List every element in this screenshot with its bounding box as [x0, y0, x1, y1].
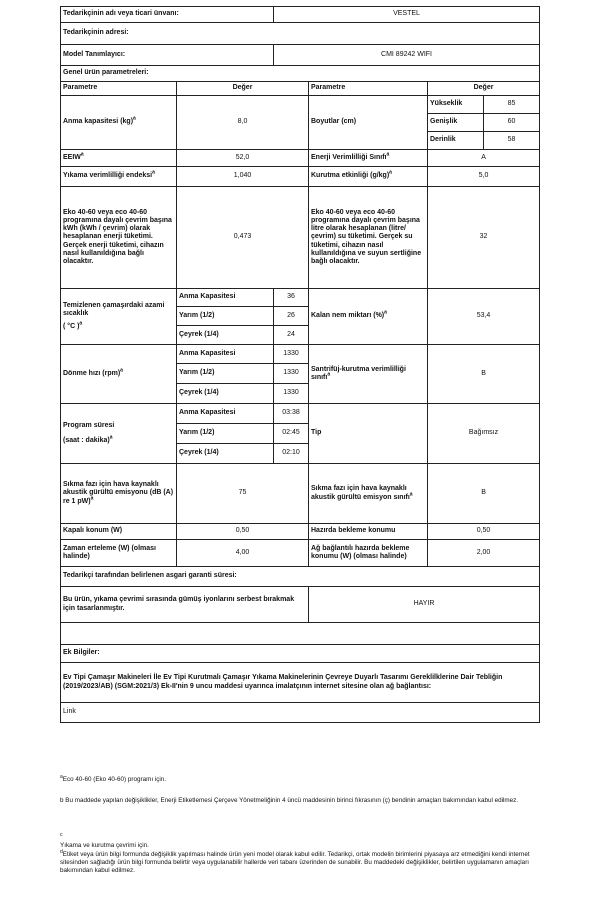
noise-label: Sıkma fazı için hava kaynaklı akustik gürültü emisyonu (dB (A) re 1 pW)$^a$ [61, 464, 177, 524]
energy-class-value: A [428, 150, 540, 167]
supplier-name-label: Tedarikçinin adı veya ticari ünvanı: [61, 7, 274, 23]
temp-half-value: 26 [274, 307, 309, 326]
delay-start-value: 4,00 [177, 540, 309, 567]
silver-ion-value: HAYIR [309, 587, 540, 623]
spec-table [60, 6, 540, 723]
silver-ion-label: Bu ürün, yıkama çevrimi sırasında gümüş iyonlarını serbest bırakmak için tasarlanmıştır. [61, 587, 309, 623]
spin-rated-value: 1330 [274, 345, 309, 364]
footnote-c: $^c$ Yıkama ve kurutma çevrimi için. [60, 831, 149, 849]
warranty-label: Tedarikçi tarafından belirlenen asgari garanti süresi: [61, 567, 540, 587]
spin-class-label: Santrifüj-kurutma verimlilliği sınıfı$^a$ [309, 345, 428, 404]
duration-half-value: 02:45 [274, 424, 309, 444]
water-consumption-value: 32 [428, 187, 540, 289]
temp-half-label: Yarım (1/2) [177, 307, 274, 326]
wash-index-value: 1,040 [177, 167, 309, 187]
temp-rated-label: Anma Kapasitesi [177, 289, 274, 307]
value-header-right: Değer [428, 82, 540, 96]
spin-quarter-value: 1330 [274, 384, 309, 404]
param-header-left: Parametre [61, 82, 177, 96]
footnote-b: b Bu maddede yapılan değişiklikler, Enerji Etiketlemesi Çerçeve Yönetmeliğinin 4 üncü maddesinin birinci fıkrasının (ç) bendinin amaçları bakımından kabul edilmez. [60, 797, 519, 804]
value-header-left: Değer [177, 82, 309, 96]
product-info-sheet [60, 6, 539, 723]
off-mode-value: 0,50 [177, 524, 309, 540]
extra-info-label: Ek Bilgiler: [61, 645, 540, 663]
footnote-a: $^a$Eco 40-60 (Eko 40-60) programı için. [60, 773, 167, 783]
depth-label: Derinlik [428, 132, 484, 150]
energy-class-label: Enerji Verimlilliği Sınıfı$^a$ [309, 150, 428, 167]
spin-half-value: 1330 [274, 364, 309, 384]
moisture-value: 53,4 [428, 289, 540, 345]
duration-rated-value: 03:38 [274, 404, 309, 424]
capacity-value: 8,0 [177, 96, 309, 150]
eeiw-label: EEIW$^a$ [61, 150, 177, 167]
spin-half-label: Yarım (1/2) [177, 364, 274, 384]
product-link[interactable]: Link [61, 703, 540, 723]
network-standby-value: 2,00 [428, 540, 540, 567]
type-label: Tip [309, 404, 428, 464]
max-temperature-label: Temizlenen çamaşırdaki azami sıcaklık ( °C )$^a$ [61, 289, 177, 345]
delay-start-label: Zaman erteleme (W) (olması halinde) [61, 540, 177, 567]
supplier-address-label: Tedarikçinin adresi: [61, 23, 540, 45]
footnote-d: $^d$Etiket veya ürün bilgi formunda değişiklik yapılması halinde ürün yeni model olarak kabul edilir. Tedarikçi, ortak modelin birimlerini piyasaya arz etmediğini kendi internet sitesinden sağladığı ürün bilgi formunda belirtir veya uygulanabilir hallerde veri tabanı üzerinden de sunabilir. Bu maddedeki değişiklikler, belirtilen uygulamanın amaçları bakımından kabul edilmez. [60, 848, 530, 874]
eeiw-value: 52,0 [177, 150, 309, 167]
spin-speed-label: Dönme hızı (rpm)$^a$ [61, 345, 177, 404]
temp-quarter-label: Çeyrek (1/4) [177, 326, 274, 345]
spin-class-value: B [428, 345, 540, 404]
standby-value: 0,50 [428, 524, 540, 540]
drying-efficiency-label: Kurutma etkinliği $(g/kg)^a$ [309, 167, 428, 187]
regulation-text: Ev Tipi Çamaşır Makineleri İle Ev Tipi Kurutmalı Çamaşır Yıkama Makinelerinin Çevreye Duyarlı Tasarımı Gereklilklerine Dair Tebliğin (2019/2023/AB) (SGM:2021/3) Ek-II'nin 9 uncu maddesi uyarınca imalatçının internet sitesine olan ağ bağlantısı: [61, 663, 540, 703]
temp-rated-value: 36 [274, 289, 309, 307]
duration-quarter-label: Çeyrek (1/4) [177, 444, 274, 464]
supplier-name-value: VESTEL [274, 7, 540, 23]
duration-half-label: Yarım (1/2) [177, 424, 274, 444]
program-duration-label: Program süresi (saat : dakika)$^a$ [61, 404, 177, 464]
duration-quarter-value: 02:10 [274, 444, 309, 464]
drying-efficiency-value: 5,0 [428, 167, 540, 187]
energy-consumption-label: Eko 40-60 veya eco 40-60 programına dayalı çevrim başına kWh (kWh / çevrim) olarak hesaplanan enerji tüketimi. Gerçek enerji tüketimi, cihazın nasıl kullanıldığına bağlı olacaktır. [61, 187, 177, 289]
dimensions-label: Boyutlar (cm) [309, 96, 428, 150]
empty-row [61, 623, 540, 645]
noise-class-label: Sıkma fazı için hava kaynaklı akustik gürültü emisyon sınıfı$^a$ [309, 464, 428, 524]
spin-quarter-label: Çeyrek (1/4) [177, 384, 274, 404]
standby-label: Hazırda bekleme konumu [309, 524, 428, 540]
moisture-label: Kalan nem miktarı (%)$^a$ [309, 289, 428, 345]
noise-value: 75 [177, 464, 309, 524]
temp-quarter-value: 24 [274, 326, 309, 345]
height-value: 85 [484, 96, 540, 114]
param-header-right: Parametre [309, 82, 428, 96]
depth-value: 58 [484, 132, 540, 150]
width-value: 60 [484, 114, 540, 132]
spin-rated-label: Anma Kapasitesi [177, 345, 274, 364]
energy-consumption-value: 0,473 [177, 187, 309, 289]
model-label: Model Tanımlayıcı: [61, 45, 274, 66]
water-consumption-label: Eko 40-60 veya eco 40-60 programına dayalı çevrim başına litre olarak hesaplanan (litre/ çevrim) su tüketimi. Gerçek su tüketimi, cihazın nasıl kullanıldığına ve suyun sertliğine bağlı olacaktır. [309, 187, 428, 289]
general-params-label: Genel ürün parametreleri: [61, 66, 540, 82]
off-mode-label: Kapalı konum (W) [61, 524, 177, 540]
duration-rated-label: Anma Kapasitesi [177, 404, 274, 424]
height-label: Yükseklik [428, 96, 484, 114]
network-standby-label: Ağ bağlantılı hazırda bekleme konumu (W) (olması halinde) [309, 540, 428, 567]
noise-class-value: B [428, 464, 540, 524]
type-value: Bağımsız [428, 404, 540, 464]
model-value: CMI 89242 WIFI [274, 45, 540, 66]
wash-index-label: Yıkama verimlilliği endeksi$^a$ [61, 167, 177, 187]
width-label: Genişlik [428, 114, 484, 132]
capacity-label: Anma kapasitesi (kg)$^a$ [61, 96, 177, 150]
